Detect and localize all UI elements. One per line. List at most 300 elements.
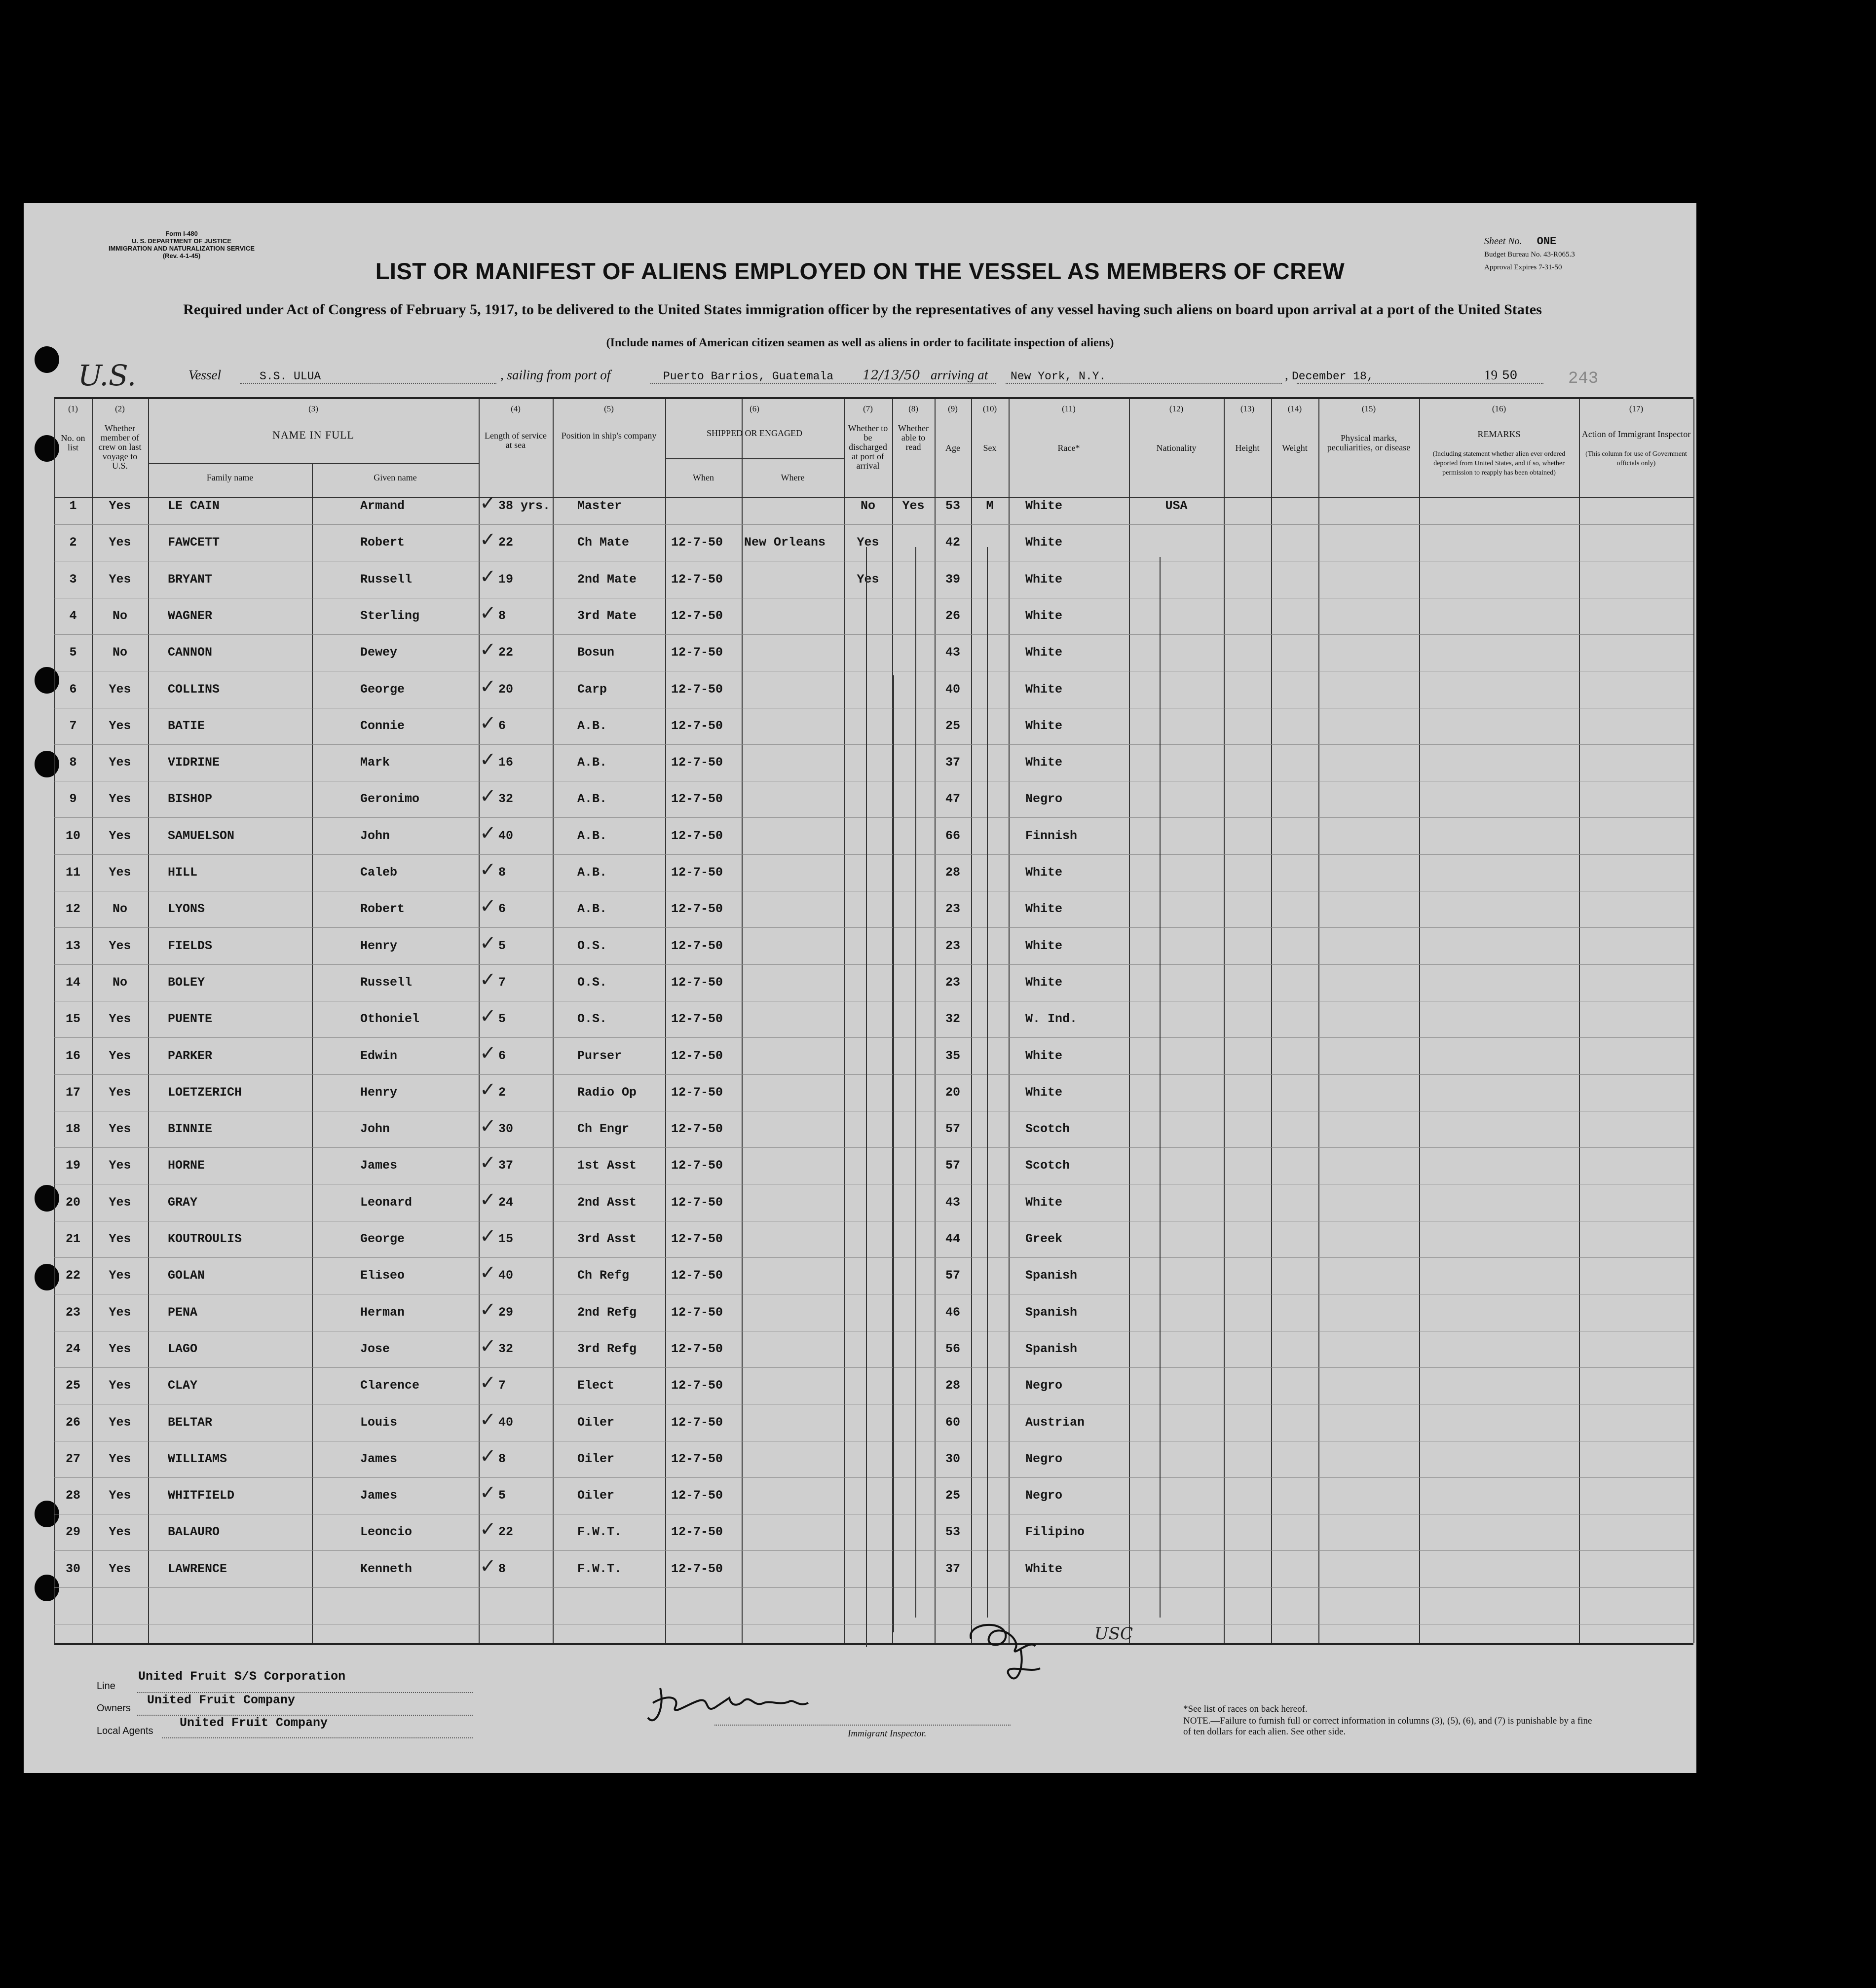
row-19-age: 57	[945, 1158, 960, 1173]
service-check-mark: ✓	[480, 492, 496, 515]
row-4-when: 12-7-50	[671, 608, 723, 623]
service-name: IMMIGRATION AND NATURALIZATION SERVICE	[108, 245, 255, 252]
row-20-race: White	[1025, 1195, 1063, 1210]
row-22-when: 12-7-50	[671, 1268, 723, 1283]
row-17-race: White	[1025, 1085, 1063, 1100]
row-16-given: Edwin	[360, 1048, 398, 1063]
row-28-race: Negro	[1025, 1488, 1063, 1503]
owners-label: Owners	[97, 1703, 131, 1714]
row-21-when: 12-7-50	[671, 1232, 723, 1246]
local-agents-label: Local Agents	[97, 1726, 153, 1736]
row-28-position: Oiler	[577, 1488, 615, 1503]
row-11-no: 11	[65, 865, 80, 880]
row-16-age: 35	[945, 1048, 960, 1063]
races-note: *See list of races on back hereof.	[1183, 1704, 1308, 1714]
row-30-service: 8	[498, 1561, 506, 1576]
row-12-service: 6	[498, 902, 506, 917]
row-28-family: WHITFIELD	[168, 1488, 235, 1503]
row-12-family: LYONS	[168, 902, 205, 917]
ditto-line	[987, 547, 988, 1618]
row-30-given: Kenneth	[360, 1561, 413, 1576]
row-15-when: 12-7-50	[671, 1012, 723, 1027]
row-14-race: White	[1025, 975, 1063, 990]
row-2-service: 22	[498, 535, 514, 550]
row-10-last: Yes	[109, 828, 131, 843]
service-check-mark: ✓	[480, 1334, 496, 1358]
column-header-c1: No. on list	[61, 433, 85, 452]
row-15-position: O.S.	[577, 1012, 607, 1027]
handwritten-usc: USC	[1094, 1624, 1133, 1644]
row-3-age: 39	[945, 572, 960, 587]
row-3-no: 3	[69, 572, 77, 587]
row-17-no: 17	[65, 1085, 80, 1100]
row-20-given: Leonard	[360, 1195, 413, 1210]
row-19-given: James	[360, 1158, 398, 1173]
row-23-position: 2nd Refg	[577, 1305, 637, 1320]
row-6-service: 20	[498, 682, 514, 697]
column-header-c13: Height	[1235, 443, 1260, 453]
row-21-race: Greek	[1025, 1232, 1063, 1246]
row-25-race: Negro	[1025, 1378, 1063, 1393]
arriving-label: arriving at	[931, 368, 988, 382]
service-check-mark: ✓	[480, 1188, 496, 1211]
row-6-position: Carp	[577, 682, 607, 697]
row-26-age: 60	[945, 1415, 960, 1430]
row-9-given: Geronimo	[360, 792, 420, 807]
service-check-mark: ✓	[480, 748, 496, 772]
row-30-position: F.W.T.	[577, 1561, 622, 1576]
manifest-sheet	[24, 203, 1696, 1773]
row-16-last: Yes	[109, 1048, 131, 1063]
service-check-mark: ✓	[480, 821, 496, 845]
row-7-age: 25	[945, 718, 960, 733]
row-23-no: 23	[65, 1305, 80, 1320]
service-check-mark: ✓	[480, 1005, 496, 1028]
row-24-race: Spanish	[1025, 1341, 1078, 1356]
row-13-race: White	[1025, 938, 1063, 953]
row-19-family: HORNE	[168, 1158, 205, 1173]
row-12-given: Robert	[360, 902, 405, 917]
row-9-service: 32	[498, 792, 514, 807]
crew-table	[54, 397, 1693, 1645]
row-15-given: Othoniel	[360, 1012, 420, 1027]
row-20-last: Yes	[109, 1195, 131, 1210]
row-17-when: 12-7-50	[671, 1085, 723, 1100]
service-check-mark: ✓	[480, 1078, 496, 1101]
row-19-service: 37	[498, 1158, 514, 1173]
row-5-last: No	[112, 645, 127, 660]
row-25-given: Clarence	[360, 1378, 420, 1393]
row-11-given: Caleb	[360, 865, 398, 880]
row-29-service: 22	[498, 1525, 514, 1540]
page-stamp-number: 243	[1568, 369, 1599, 388]
service-check-mark: ✓	[480, 1298, 496, 1321]
row-15-age: 32	[945, 1012, 960, 1027]
service-check-mark: ✓	[480, 931, 496, 955]
family-name-header: Family name	[206, 473, 254, 482]
row-10-age: 66	[945, 828, 960, 843]
row-2-family: FAWCETT	[168, 535, 220, 550]
row-19-position: 1st Asst	[577, 1158, 637, 1173]
row-10-race: Finnish	[1025, 828, 1078, 843]
year-prefix: 19	[1484, 368, 1498, 382]
row-30-last: Yes	[109, 1561, 131, 1576]
row-19-last: Yes	[109, 1158, 131, 1173]
row-30-age: 37	[945, 1561, 960, 1576]
immigrant-inspector-label: Immigrant Inspector.	[848, 1729, 927, 1739]
row-30-when: 12-7-50	[671, 1561, 723, 1576]
form-identifier	[98, 230, 265, 259]
line-label: Line	[97, 1681, 115, 1692]
column-number-c2: (2)	[115, 404, 125, 413]
row-25-age: 28	[945, 1378, 960, 1393]
row-20-service: 24	[498, 1195, 514, 1210]
row-5-family: CANNON	[168, 645, 213, 660]
row-2-discharged: Yes	[857, 535, 879, 550]
row-10-family: SAMUELSON	[168, 828, 235, 843]
row-11-race: White	[1025, 865, 1063, 880]
row-1-service: 38 yrs.	[498, 499, 551, 513]
departure-port: Puerto Barrios, Guatemala	[663, 370, 834, 383]
row-1-age: 53	[945, 499, 960, 513]
row-24-no: 24	[65, 1341, 80, 1356]
row-21-no: 21	[65, 1232, 80, 1246]
row-22-given: Eliseo	[360, 1268, 405, 1283]
row-15-last: Yes	[109, 1012, 131, 1027]
row-17-family: LOETZERICH	[168, 1085, 242, 1100]
row-2-age: 42	[945, 535, 960, 550]
row-11-family: HILL	[168, 865, 198, 880]
row-7-race: White	[1025, 718, 1063, 733]
row-7-position: A.B.	[577, 718, 607, 733]
row-15-no: 15	[65, 1012, 80, 1027]
column-header-c3: NAME IN FULL	[272, 429, 354, 441]
row-11-service: 8	[498, 865, 506, 880]
service-check-mark: ✓	[480, 528, 496, 552]
row-25-no: 25	[65, 1378, 80, 1393]
column-header-c15: Physical marks, peculiarities, or disease	[1327, 433, 1411, 452]
row-3-given: Russell	[360, 572, 413, 587]
row-18-no: 18	[65, 1122, 80, 1137]
local-agents-value: United Fruit Company	[180, 1716, 328, 1730]
row-24-family: LAGO	[168, 1341, 198, 1356]
service-check-mark: ✓	[480, 1115, 496, 1138]
row-5-service: 22	[498, 645, 514, 660]
row-21-service: 15	[498, 1232, 514, 1246]
row-25-last: Yes	[109, 1378, 131, 1393]
handwritten-scrawl	[961, 1619, 1060, 1693]
row-21-given: George	[360, 1232, 405, 1246]
service-check-mark: ✓	[480, 1408, 496, 1431]
row-20-family: GRAY	[168, 1195, 198, 1210]
row-28-no: 28	[65, 1488, 80, 1503]
row-24-age: 56	[945, 1341, 960, 1356]
row-26-position: Oiler	[577, 1415, 615, 1430]
column-header-c11: Race*	[1057, 443, 1080, 453]
row-5-race: White	[1025, 645, 1063, 660]
column-number-c5: (5)	[604, 404, 614, 413]
row-7-service: 6	[498, 718, 506, 733]
row-17-given: Henry	[360, 1085, 398, 1100]
row-18-when: 12-7-50	[671, 1122, 723, 1137]
row-26-service: 40	[498, 1415, 514, 1430]
row-9-last: Yes	[109, 792, 131, 807]
row-25-when: 12-7-50	[671, 1378, 723, 1393]
row-8-no: 8	[69, 755, 77, 770]
column-number-c1: (1)	[68, 404, 78, 413]
row-2-position: Ch Mate	[577, 535, 630, 550]
row-18-position: Ch Engr	[577, 1122, 630, 1137]
row-21-age: 44	[945, 1232, 960, 1246]
row-13-age: 23	[945, 938, 960, 953]
given-name-header: Given name	[374, 473, 417, 482]
row-16-when: 12-7-50	[671, 1048, 723, 1063]
ditto-line	[866, 547, 867, 1647]
column-number-c10: (10)	[982, 404, 997, 413]
row-10-service: 40	[498, 828, 514, 843]
row-12-age: 23	[945, 902, 960, 917]
row-17-last: Yes	[109, 1085, 131, 1100]
column-header-c2: Whether member of crew on last voyage to U.S.	[98, 423, 142, 471]
row-22-no: 22	[65, 1268, 80, 1283]
row-14-age: 23	[945, 975, 960, 990]
column-header-c14: Weight	[1282, 443, 1308, 453]
row-30-race: White	[1025, 1561, 1063, 1576]
row-27-race: Negro	[1025, 1451, 1063, 1466]
column-header-c16: REMARKS	[1477, 429, 1521, 439]
row-9-position: A.B.	[577, 792, 607, 807]
row-27-family: WILLIAMS	[168, 1451, 227, 1466]
row-1-sex: M	[986, 499, 994, 513]
row-6-no: 6	[69, 682, 77, 697]
row-27-when: 12-7-50	[671, 1451, 723, 1466]
column-number-c14: (14)	[1287, 404, 1302, 413]
row-7-no: 7	[69, 718, 77, 733]
column-header-c10: Sex	[983, 443, 997, 453]
service-check-mark: ✓	[480, 601, 496, 625]
column-header-c9: Age	[945, 443, 960, 453]
row-12-last: No	[112, 902, 127, 917]
revision-date: (Rev. 4-1-45)	[162, 252, 201, 259]
row-10-given: John	[360, 828, 390, 843]
row-29-age: 53	[945, 1525, 960, 1540]
row-3-discharged: Yes	[857, 572, 879, 587]
row-11-when: 12-7-50	[671, 865, 723, 880]
column-subheader-c17: (This column for use of Government officials only)	[1585, 450, 1687, 467]
service-check-mark: ✓	[480, 1371, 496, 1395]
row-8-last: Yes	[109, 755, 131, 770]
row-24-when: 12-7-50	[671, 1341, 723, 1356]
row-12-race: White	[1025, 902, 1063, 917]
row-8-race: White	[1025, 755, 1063, 770]
row-27-given: James	[360, 1451, 398, 1466]
row-23-last: Yes	[109, 1305, 131, 1320]
row-10-no: 10	[65, 828, 80, 843]
row-12-position: A.B.	[577, 902, 607, 917]
row-22-age: 57	[945, 1268, 960, 1283]
row-8-position: A.B.	[577, 755, 607, 770]
row-20-when: 12-7-50	[671, 1195, 723, 1210]
row-1-race: White	[1025, 499, 1063, 513]
row-9-no: 9	[69, 792, 77, 807]
row-23-given: Herman	[360, 1305, 405, 1320]
row-10-position: A.B.	[577, 828, 607, 843]
row-16-service: 6	[498, 1048, 506, 1063]
row-9-age: 47	[945, 792, 960, 807]
row-26-last: Yes	[109, 1415, 131, 1430]
row-20-no: 20	[65, 1195, 80, 1210]
approval-expiry: Approval Expires 7-31-50	[1484, 263, 1562, 271]
row-4-race: White	[1025, 608, 1063, 623]
row-17-service: 2	[498, 1085, 506, 1100]
column-number-c13: (13)	[1240, 404, 1255, 413]
service-check-mark: ✓	[480, 1225, 496, 1248]
column-subheader-c16: (Including statement whether alien ever ordered deported from United States, and if so, whether permission to reapply has been obtained)	[1432, 450, 1566, 477]
row-6-family: COLLINS	[168, 682, 220, 697]
service-check-mark: ✓	[480, 1554, 496, 1578]
manifest-title: LIST OR MANIFEST OF ALIENS EMPLOYED ON THE VESSEL AS MEMBERS OF CREW	[375, 258, 1345, 284]
row-7-last: Yes	[109, 718, 131, 733]
ditto-line	[915, 547, 916, 1618]
row-6-when: 12-7-50	[671, 682, 723, 697]
row-9-family: BISHOP	[168, 792, 213, 807]
vessel-info-line: Vessel S.S. ULUA , sailing from port of Puerto Barrios, Guatemala 12/13/50 arriving at New York, N.Y. , December 18, 19 50	[24, 366, 1696, 386]
column-number-c7: (7)	[863, 404, 873, 413]
row-2-race: White	[1025, 535, 1063, 550]
column-number-c8: (8)	[908, 404, 918, 413]
row-7-given: Connie	[360, 718, 405, 733]
row-20-position: 2nd Asst	[577, 1195, 637, 1210]
row-5-when: 12-7-50	[671, 645, 723, 660]
row-15-service: 5	[498, 1012, 506, 1027]
row-28-service: 5	[498, 1488, 506, 1503]
arrival-port: New York, N.Y.	[1011, 370, 1106, 383]
row-28-when: 12-7-50	[671, 1488, 723, 1503]
column-number-c15: (15)	[1361, 404, 1376, 413]
arrival-date: December 18,	[1292, 370, 1374, 383]
row-4-no: 4	[69, 608, 77, 623]
service-check-mark: ✓	[480, 1151, 496, 1175]
row-19-race: Scotch	[1025, 1158, 1070, 1173]
service-check-mark: ✓	[480, 895, 496, 918]
row-8-age: 37	[945, 755, 960, 770]
row-29-family: BALAURO	[168, 1525, 220, 1540]
row-13-last: Yes	[109, 938, 131, 953]
column-header-c17: Action of Immigrant Inspector	[1581, 429, 1691, 439]
row-13-given: Henry	[360, 938, 398, 953]
row-17-position: Radio Op	[577, 1085, 637, 1100]
manifest-subtitle: Required under Act of Congress of February 5, 1917, to be delivered to the United States immigration officer by the representatives of any vessel having such aliens on board upon arrival at a port of the United States	[183, 301, 1542, 318]
service-check-mark: ✓	[480, 565, 496, 588]
row-14-service: 7	[498, 975, 506, 990]
row-21-position: 3rd Asst	[577, 1232, 637, 1246]
where-header: Where	[781, 473, 805, 482]
row-18-last: Yes	[109, 1122, 131, 1137]
row-14-no: 14	[65, 975, 80, 990]
column-header-c6: SHIPPED OR ENGAGED	[706, 428, 802, 438]
row-1-position: Master	[577, 499, 622, 513]
row-11-last: Yes	[109, 865, 131, 880]
row-6-last: Yes	[109, 682, 131, 697]
column-number-c16: (16)	[1492, 404, 1506, 413]
row-2-when: 12-7-50	[671, 535, 723, 550]
row-23-family: PENA	[168, 1305, 198, 1320]
column-header-c5: Position in ship's company	[561, 431, 657, 441]
row-25-position: Elect	[577, 1378, 615, 1393]
vessel-name: S.S. ULUA	[260, 370, 321, 383]
row-22-position: Ch Refg	[577, 1268, 630, 1283]
budget-bureau-number: Budget Bureau No. 43-R065.3	[1484, 251, 1575, 258]
row-12-no: 12	[65, 902, 80, 917]
column-header-c8: Whether able to read	[898, 423, 929, 452]
row-14-position: O.S.	[577, 975, 607, 990]
row-28-age: 25	[945, 1488, 960, 1503]
row-23-when: 12-7-50	[671, 1305, 723, 1320]
row-28-last: Yes	[109, 1488, 131, 1503]
row-10-when: 12-7-50	[671, 828, 723, 843]
row-8-given: Mark	[360, 755, 390, 770]
row-23-age: 46	[945, 1305, 960, 1320]
row-26-family: BELTAR	[168, 1415, 213, 1430]
row-19-no: 19	[65, 1158, 80, 1173]
row-23-service: 29	[498, 1305, 514, 1320]
row-16-position: Purser	[577, 1048, 622, 1063]
row-27-service: 8	[498, 1451, 506, 1466]
row-13-family: FIELDS	[168, 938, 213, 953]
service-check-mark: ✓	[480, 785, 496, 808]
row-18-race: Scotch	[1025, 1122, 1070, 1137]
row-13-when: 12-7-50	[671, 938, 723, 953]
row-3-family: BRYANT	[168, 572, 213, 587]
ditto-line	[1160, 557, 1161, 1618]
row-14-last: No	[112, 975, 127, 990]
row-9-race: Negro	[1025, 792, 1063, 807]
row-24-last: Yes	[109, 1341, 131, 1356]
column-header-c12: Nationality	[1156, 443, 1197, 453]
row-3-when: 12-7-50	[671, 572, 723, 587]
department-name: U. S. DEPARTMENT OF JUSTICE	[132, 237, 231, 245]
row-29-race: Filipino	[1025, 1525, 1085, 1540]
row-6-race: White	[1025, 682, 1063, 697]
row-18-service: 30	[498, 1122, 514, 1137]
row-12-when: 12-7-50	[671, 902, 723, 917]
row-21-family: KOUTROULIS	[168, 1232, 242, 1246]
row-7-family: BATIE	[168, 718, 205, 733]
row-30-family: LAWRENCE	[168, 1561, 227, 1576]
column-number-c3: (3)	[308, 404, 318, 413]
row-11-age: 28	[945, 865, 960, 880]
row-1-read: Yes	[902, 499, 925, 513]
service-check-mark: ✓	[480, 638, 496, 662]
row-30-no: 30	[65, 1561, 80, 1576]
row-1-given: Armand	[360, 499, 405, 513]
row-8-service: 16	[498, 755, 514, 770]
row-9-when: 12-7-50	[671, 792, 723, 807]
row-16-race: White	[1025, 1048, 1063, 1063]
row-20-age: 43	[945, 1195, 960, 1210]
handwritten-departure-date: 12/13/50	[863, 368, 920, 383]
service-check-mark: ✓	[480, 858, 496, 881]
row-13-position: O.S.	[577, 938, 607, 953]
row-24-position: 3rd Refg	[577, 1341, 637, 1356]
column-number-c9: (9)	[948, 404, 958, 413]
column-number-c12: (12)	[1169, 404, 1184, 413]
row-27-no: 27	[65, 1451, 80, 1466]
row-5-given: Dewey	[360, 645, 398, 660]
row-22-race: Spanish	[1025, 1268, 1078, 1283]
row-16-family: PARKER	[168, 1048, 213, 1063]
row-5-no: 5	[69, 645, 77, 660]
